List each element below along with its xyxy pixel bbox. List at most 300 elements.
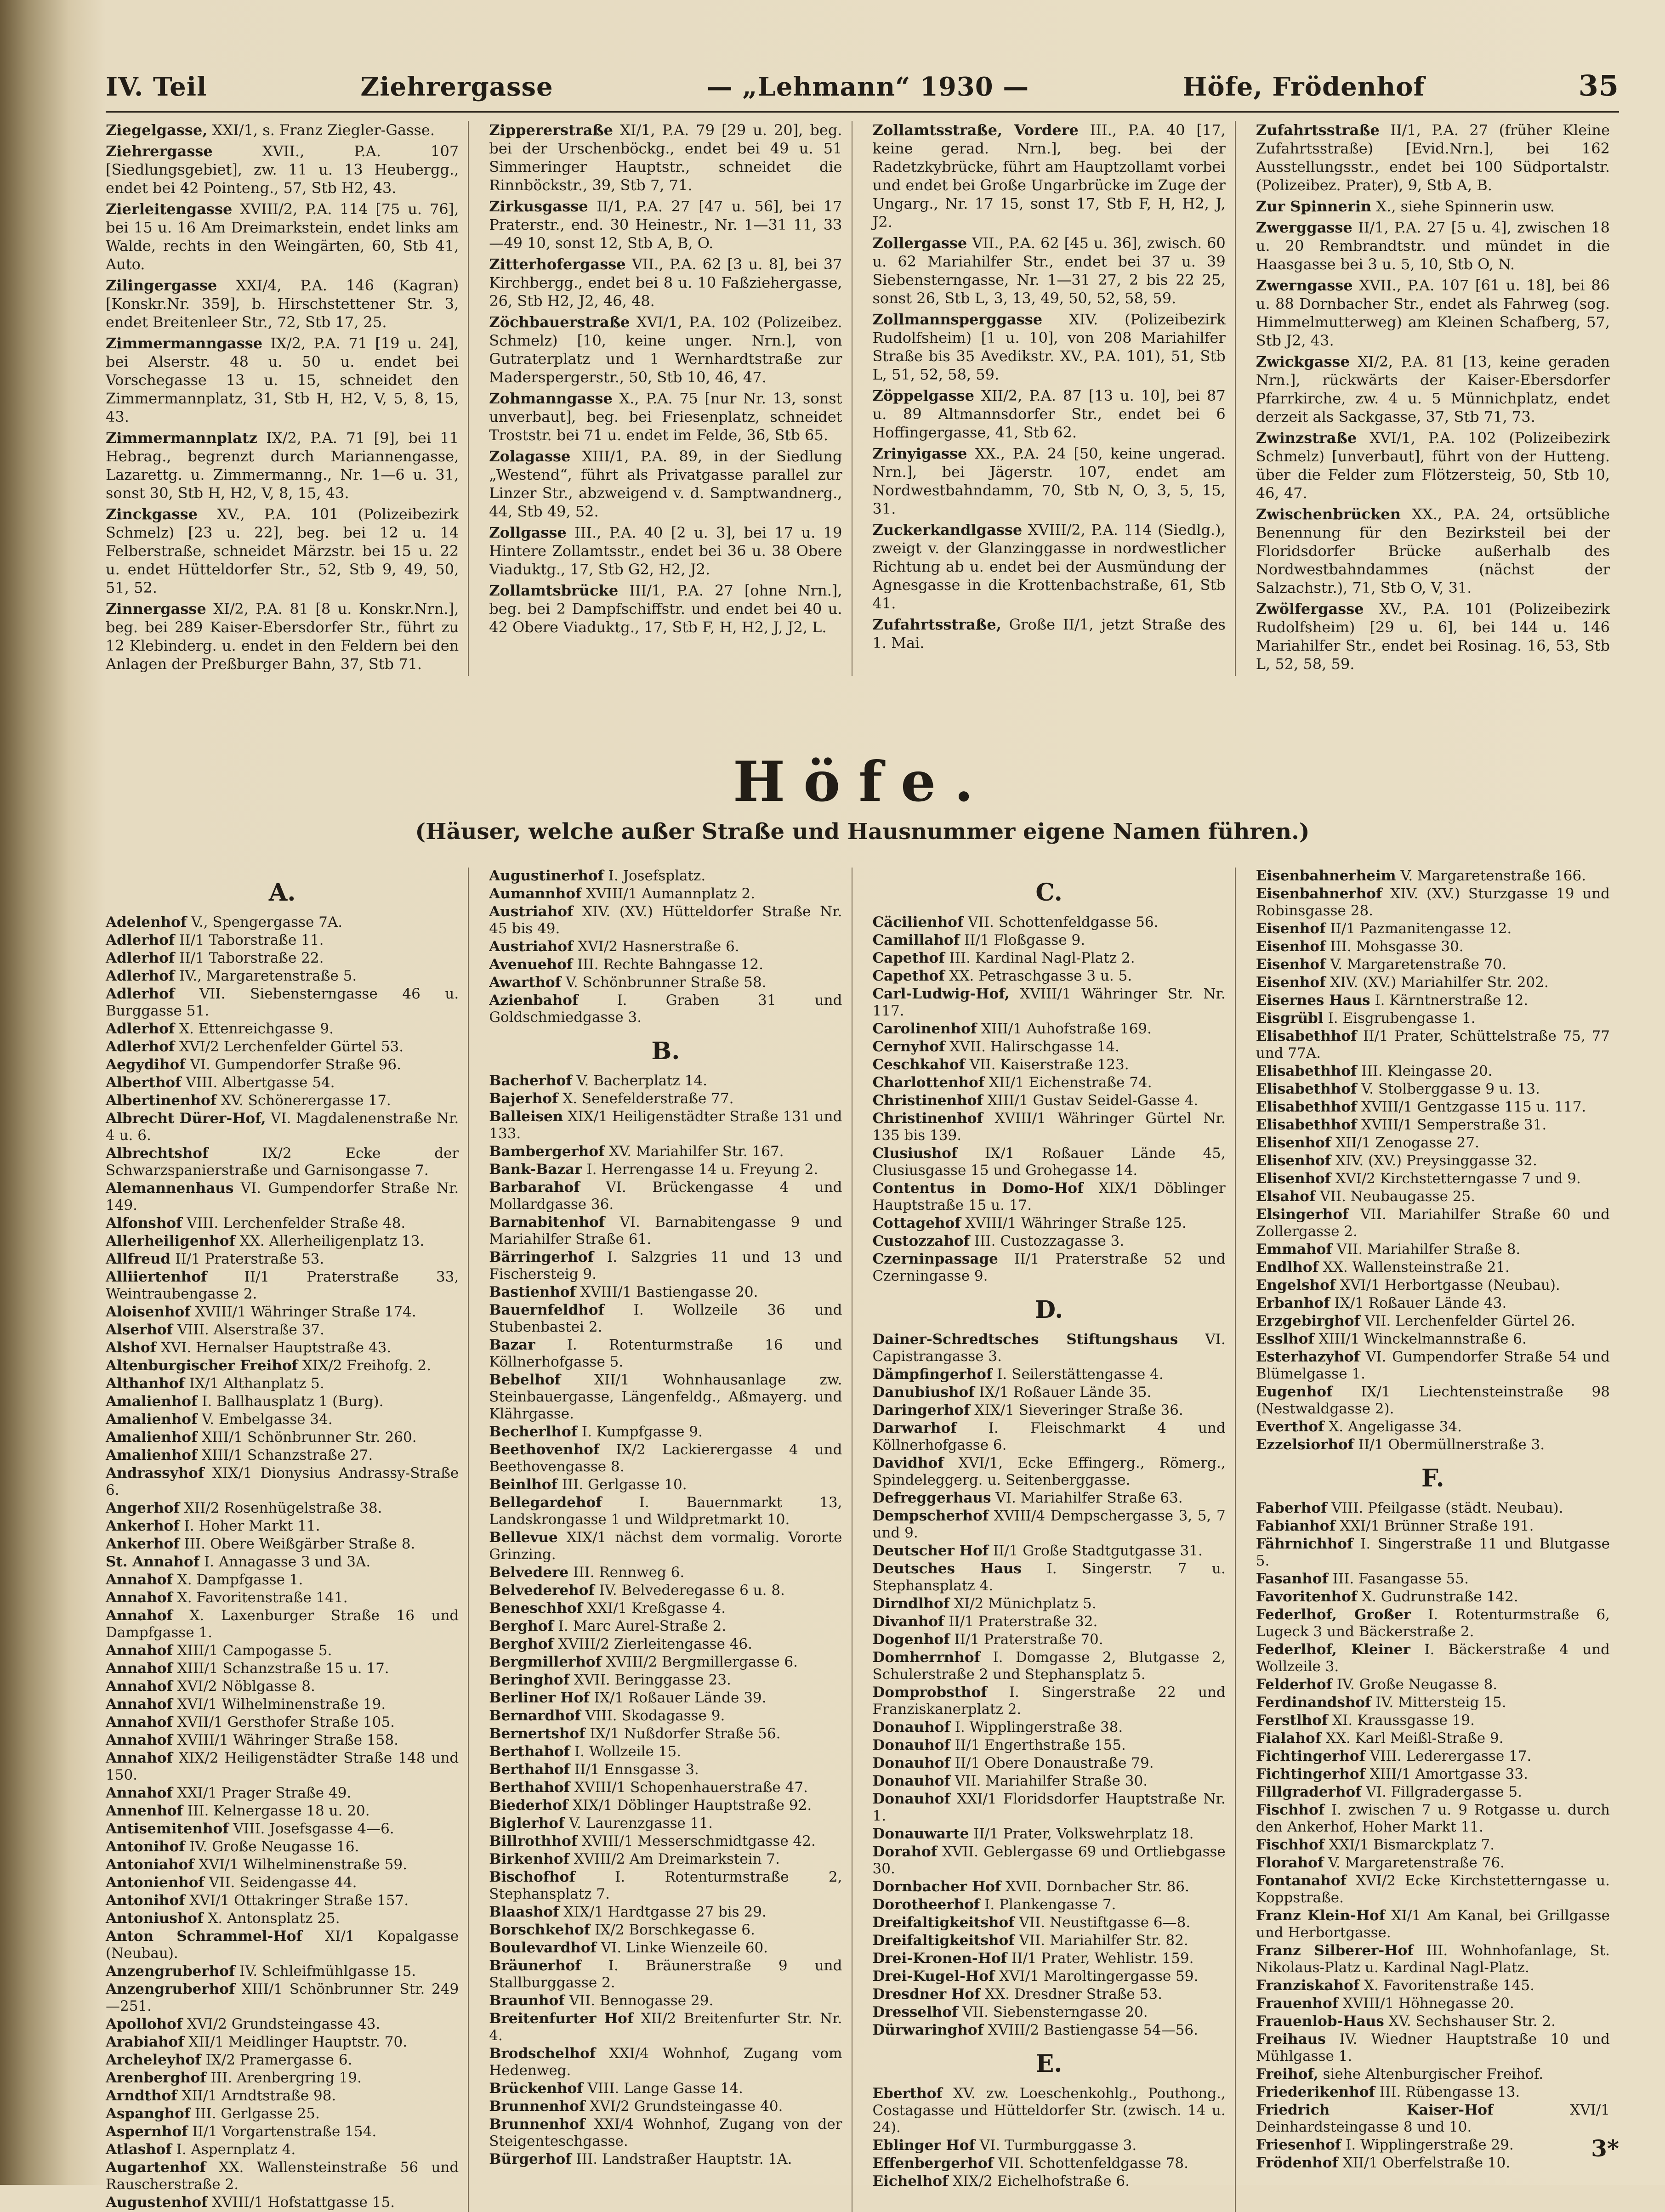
hof-entry — [873, 1543, 1226, 1560]
entry-text: XI/1 Kopalgasse (Neubau). — [106, 1928, 459, 1962]
entry-text: XVII. Dornbacher Str. 86. — [1006, 1878, 1189, 1895]
hof-entry — [873, 2085, 1226, 2136]
entry-name: Friesenhof — [1256, 2137, 1341, 2153]
hof-entry — [106, 1215, 459, 1232]
entry-text: I. Wollzeile 15. — [574, 1743, 682, 1760]
letter-heading: B. — [651, 1037, 680, 1065]
hof-entry — [1256, 1063, 1610, 1080]
entry-text: II/1 Obere Donaustraße 79. — [955, 1755, 1154, 1771]
entry-text: II/1, P.A. 27 (früher Kleine Zufahrtsstraße) [Evid.Nrn.], bei 162 Ausstellungsstr., endet bei 100 Südportalstr. (Polizeibez. Prater), 9, Stb A, B. — [1256, 121, 1610, 194]
entry-name: Angerhof — [106, 1500, 180, 1516]
hof-entry — [1256, 1241, 1610, 1258]
entry-name: Elisabethhof — [1256, 1063, 1357, 1079]
entry-name: Alserhof — [106, 1322, 173, 1338]
hof-entry — [873, 1074, 1226, 1091]
hof-entry — [489, 1761, 842, 1778]
entry-name: Albrechtshof — [106, 1145, 209, 1162]
street-entry — [489, 389, 842, 444]
entry-name: Austriahof — [489, 938, 574, 955]
entry-name: Annahof — [106, 1696, 173, 1713]
entry-text: XX. Wallensteinstraße 56 und Rauscherstraße 2. — [106, 2159, 459, 2193]
entry-name: Zrinyigasse — [872, 445, 967, 462]
entry-text: III. Gerlgasse 25. — [194, 2105, 320, 2122]
entry-text: XX. Karl Meißl-Straße 9. — [1325, 1730, 1504, 1747]
entry-text: XVI/2 Kirchstetterngasse 7 und 9. — [1335, 1170, 1581, 1187]
hof-entry — [1256, 868, 1610, 885]
hof-entry — [106, 1874, 459, 1891]
entry-text: XVI/2 Lerchenfelder Gürtel 53. — [179, 1038, 404, 1055]
entry-name: Donauhof — [872, 1755, 950, 1771]
entry-text: XVIII/1 Währinger Straße 158. — [177, 1732, 398, 1748]
entry-name: Adlerhof — [106, 950, 175, 966]
entry-text: III/1, P.A. 27 [ohne Nrn.], beg. bei 2 Dampfschiffstr. und endet bei 40 u. 42 Obere Viaduktg., 17, Stb F, H, H2, J, J2, L. — [489, 582, 842, 636]
entry-name: Fischhof — [1256, 1837, 1324, 1853]
entry-text: XIII/1 Schönbrunner Str. 260. — [202, 1429, 417, 1446]
hof-entry — [873, 914, 1226, 931]
hof-entry — [106, 1411, 459, 1428]
entry-text: XIX/2 Heiligenstädter Straße 148 und 150. — [106, 1750, 459, 1783]
entry-text: XIX/1 Döblinger Hauptstraße 15 u. 17. — [872, 1180, 1226, 1214]
hof-entry — [1256, 1855, 1610, 1872]
street-entry — [1256, 352, 1610, 426]
hof-entry — [873, 950, 1226, 967]
letter-heading: C. — [1035, 879, 1063, 907]
entry-text: VI. Capistrangasse 3. — [872, 1331, 1226, 1365]
entry-text: I. Salzgries 11 und 13 und Fischersteig 9. — [489, 1249, 842, 1282]
entry-text: X. Favoritenstraße 141. — [177, 1589, 348, 1606]
hof-entry — [106, 1500, 459, 1517]
street-entry — [1256, 121, 1610, 194]
entry-text: I. Eisgrubengasse 1. — [1328, 1010, 1476, 1027]
entry-name: Amalienhof — [106, 1411, 198, 1428]
entry-name: Ankerhof — [106, 1518, 180, 1534]
entry-text: XVIII/1 Bastiengasse 20. — [580, 1284, 758, 1300]
entry-text: IV. Große Neugasse 8. — [1336, 1676, 1498, 1693]
entry-name: Birkenhof — [489, 1851, 569, 1867]
entry-text: I. Graben 31 und Goldschmiedgasse 3. — [489, 992, 842, 1026]
entry-name: Berliner Hof — [489, 1690, 590, 1706]
hof-entry — [106, 2159, 459, 2193]
entry-name: Albrecht Dürer-Hof, — [106, 1110, 266, 1127]
entry-name: Bauernfeldhof — [489, 1302, 604, 1318]
hof-entry — [106, 1233, 459, 1250]
entry-name: Bazar — [489, 1337, 535, 1353]
hof-entry — [489, 1743, 842, 1760]
hof-entry — [1256, 1500, 1610, 1517]
hof-entry — [1256, 1188, 1610, 1205]
hof-entry — [1256, 1748, 1610, 1765]
hof-entry — [873, 2022, 1226, 2039]
entry-name: Elsingerhof — [1256, 1206, 1349, 1223]
entry-name: Bernardhof — [489, 1707, 581, 1724]
entry-text: XII/1 Meidlinger Hauptstr. 70. — [188, 2034, 408, 2050]
hof-entry — [489, 1707, 842, 1724]
entry-text: VII. Mariahilfer Straße 30. — [955, 1773, 1148, 1789]
entry-text: VI. Mariahilfer Straße 63. — [995, 1490, 1183, 1506]
entry-name: Federlhof, Kleiner — [1256, 1641, 1410, 1658]
hof-entry — [106, 2070, 459, 2087]
hof-entry — [106, 1056, 459, 1073]
entry-name: Eisgrübl — [1256, 1010, 1324, 1027]
entry-text: II/1 Engerthstraße 155. — [955, 1737, 1126, 1753]
entry-text: XII/2 Rosenhügelstraße 38. — [184, 1500, 382, 1516]
entry-text: VII. Schottenfeldgasse 56. — [968, 914, 1159, 930]
hof-entry — [489, 992, 842, 1026]
hof-entry — [106, 1963, 459, 1980]
entry-name: Donauhof — [872, 1773, 950, 1789]
hof-entry — [489, 1992, 842, 2009]
entry-name: Albertinenhof — [106, 1092, 217, 1109]
entry-text: I. Ballhausplatz 1 (Burg). — [202, 1393, 384, 1410]
hof-entry — [106, 1021, 459, 1038]
entry-name: Eisenhof — [1256, 956, 1326, 973]
entry-text: XX., P.A. 24, ortsübliche Benennung für den Bezirksteil bei der Floridsdorfer Brücke außerhalb des Nordwestbahndammes (nächst der Salzachstr.), 71, Stb O, V, 31. — [1256, 505, 1610, 596]
entry-name: Arenberghof — [106, 2070, 206, 2086]
hof-entry — [489, 1284, 842, 1301]
entry-text: XVIII/1 Höhnegasse 20. — [1342, 1995, 1514, 2012]
entry-name: Braunhof — [489, 1992, 565, 2009]
entry-name: Frauenhof — [1256, 1995, 1338, 2012]
entry-text: II/1 Taborstraße 11. — [179, 932, 324, 948]
hof-entry — [1256, 1152, 1610, 1169]
entry-name: St. Annahof — [106, 1554, 200, 1570]
entry-text: I. Wollzeile 36 und Stubenbastei 2. — [489, 1302, 842, 1335]
entry-name: Dainer-Schredtsches Stiftungshaus — [872, 1331, 1178, 1348]
entry-name: Borschkehof — [489, 1922, 591, 1938]
hof-entry — [873, 1180, 1226, 1214]
hof-entry — [1256, 1872, 1610, 1906]
hof-entry — [873, 986, 1226, 1020]
entry-text: X. Senefelderstraße 77. — [563, 1090, 734, 1107]
entry-text: III. Wohnhofanlage, St. Nikolaus-Platz u. Kardinal Nagl-Platz. — [1256, 1942, 1610, 1976]
hof-entry — [1256, 1977, 1610, 1994]
entry-text: II/1 Ennsgasse 3. — [574, 1761, 699, 1778]
entry-name: Clusiushof — [872, 1145, 958, 1162]
entry-name: Domprobsthof — [872, 1684, 987, 1701]
hof-entry — [489, 1654, 842, 1671]
hof-entry — [489, 1424, 842, 1441]
entry-name: Fischhof — [1256, 1802, 1324, 1818]
entry-text: XIII/1 Schönbrunner Str. 249—251. — [106, 1981, 459, 2014]
street-entry — [873, 310, 1226, 384]
entry-name: Elisenhof — [1256, 1152, 1331, 1169]
entry-text: II/1 Prater, Wehlistr. 159. — [1011, 1950, 1194, 1967]
entry-text: I. Singerstraße 11 und Blutgasse 5. — [1256, 1536, 1610, 1569]
hof-entry — [1256, 2155, 1610, 2172]
hof-entry — [489, 1214, 842, 1248]
entry-text: XVI/1, P.A. 102 (Polizeibez. Schmelz) [10, keine unger. Nrn.], von Gutraterplatz und 1 Wernhardtstraße zur Maderspergerstr., 50, Stb 10, 46, 47. — [489, 313, 842, 386]
entry-text: VII. Mariahilfer Straße 8. — [1336, 1241, 1521, 1258]
entry-text: V. Bacherplatz 14. — [576, 1072, 708, 1089]
hof-entry — [1256, 2031, 1610, 2065]
hof-entry — [106, 1714, 459, 1731]
hof-entry — [1256, 1277, 1610, 1294]
entry-text: II/1 Taborstraße 22. — [179, 950, 324, 966]
entry-name: Eberthof — [872, 2085, 943, 2102]
entry-name: Zirkusgasse — [489, 198, 588, 215]
hof-entry — [489, 1833, 842, 1850]
hof-entry — [489, 903, 842, 937]
entry-text: XVI/1 Wilhelminenstraße 19. — [177, 1696, 386, 1713]
entry-name: Defreggerhaus — [872, 1490, 991, 1506]
hof-entry — [489, 1779, 842, 1796]
entry-name: Avenuehof — [489, 956, 573, 973]
entry-name: Zollamtsstraße, Vordere — [872, 121, 1079, 139]
entry-text: XVIII/2, P.A. 114 [75 u. 76], bei 15 u. 16 Am Dreimarkstein, endet links am Walde, rechts in den Weingärten, 60, Stb 41, Auto. — [106, 200, 459, 273]
hof-entry — [873, 932, 1226, 949]
hof-entry — [1256, 1641, 1610, 1675]
hof-entry — [106, 1785, 459, 1802]
hof-entry — [106, 932, 459, 949]
entry-text: II/1 Floßgasse 9. — [964, 932, 1085, 948]
hof-entry — [106, 1447, 459, 1464]
entry-text: II/1 Obermüllnerstraße 3. — [1358, 1436, 1545, 1453]
entry-text: XVI/2 Hasnerstraße 6. — [578, 938, 739, 955]
entry-text: XXI/4 Wohnhof, Zugang von der Steigenteschgasse. — [489, 2116, 842, 2150]
hoefe-column — [106, 868, 469, 2212]
hof-entry — [873, 1878, 1226, 1895]
hof-entry — [1256, 1694, 1610, 1711]
hof-entry — [106, 2052, 459, 2069]
street-entry — [106, 334, 459, 426]
hof-entry — [106, 2194, 459, 2211]
entry-text: IV. Große Neugasse 16. — [189, 1838, 359, 1855]
entry-text: III. Obere Weißgärber Straße 8. — [184, 1536, 415, 1552]
street-entry — [489, 313, 842, 386]
entry-text: XIII/1 Campogasse 5. — [177, 1642, 332, 1659]
street-entry — [873, 521, 1226, 613]
entry-name: Effenbergerhof — [872, 2155, 994, 2172]
entry-name: Brodschelhof — [489, 2045, 596, 2062]
hof-entry — [489, 1249, 842, 1283]
entry-text: XXI/1 Brünner Straße 191. — [1340, 1518, 1534, 1534]
entry-text: IV. Schleifmühlgasse 15. — [239, 1963, 416, 1979]
street-entry — [873, 386, 1226, 442]
page-header — [106, 69, 1619, 113]
street-entry — [873, 121, 1226, 231]
entry-name: Anton Schrammel-Hof — [106, 1928, 302, 1945]
hof-entry — [106, 1821, 459, 1838]
hof-entry — [1256, 1676, 1610, 1693]
entry-name: Bergmillerhof — [489, 1654, 602, 1670]
entry-text: XIV. (XV.) Sturzgasse 19 und Robinsgasse 28. — [1256, 885, 1610, 919]
hof-entry — [873, 1145, 1226, 1179]
hof-entry — [1256, 1588, 1610, 1605]
entry-text: XI/2, P.A. 81 [13, keine geraden Nrn.], rückwärts der Kaiser-Ebersdorfer Pfarrkirche, zw. 4 u. 5 Münnichplatz, endet derzeit als Sackgasse, 37, Stb 71, 73. — [1256, 353, 1610, 425]
hof-entry — [873, 1986, 1226, 2003]
entry-text: VI. Linke Wienzeile 60. — [601, 1940, 768, 1956]
entry-text: XIX/1 Sieveringer Straße 36. — [974, 1402, 1183, 1418]
entry-name: Custozzahof — [872, 1233, 970, 1249]
entry-text: XVI. Hernalser Hauptstraße 43. — [160, 1339, 392, 1356]
entry-name: Elisenhof — [1256, 1170, 1331, 1187]
entry-text: XVIII/2 Bastiengasse 54—56. — [988, 2022, 1198, 2038]
entry-text: I. Kärntnerstraße 12. — [1375, 992, 1529, 1009]
entry-name: Charlottenhof — [872, 1074, 985, 1091]
entry-name: Dogenhof — [872, 1631, 950, 1648]
hof-entry — [106, 1269, 459, 1303]
entry-name: Altenburgischer Freihof — [106, 1357, 298, 1374]
hof-entry — [1256, 1606, 1610, 1640]
hof-entry — [873, 1684, 1226, 1718]
entry-text: I. Rotenturmstraße 2, Stephansplatz 7. — [489, 1869, 842, 1902]
streets-column — [873, 121, 1236, 676]
entry-name: Antisemitenhof — [106, 1821, 229, 1837]
entry-text: XX. Wallensteinstraße 21. — [1323, 1259, 1510, 1276]
entry-text: VIII. Skodagasse 9. — [585, 1707, 725, 1724]
entry-text: XIV. (XV.) Mariahilfer Str. 202. — [1330, 974, 1549, 991]
entry-name: Fichtingerhof — [1256, 1766, 1365, 1782]
hof-entry — [1256, 1907, 1610, 1941]
entry-text: III. Rechte Bahngasse 12. — [577, 956, 763, 973]
street-entry — [106, 276, 459, 331]
letter-heading: F. — [1421, 1464, 1444, 1492]
street-entry — [106, 142, 459, 197]
entry-text: I. Bräunerstraße 9 und Stallburggasse 2. — [489, 1957, 842, 1991]
hof-entry — [873, 1649, 1226, 1683]
street-entry — [1256, 505, 1610, 597]
entry-name: Adlerhof — [106, 986, 175, 1002]
hof-entry — [1256, 992, 1610, 1009]
entry-text: XII/2, P.A. 87 [13 u. 10], bei 87 u. 89 Altmannsdorfer Str., endet bei 6 Hoffingergasse, 41, Stb 62. — [872, 387, 1226, 441]
entry-name: Czerninpassage — [872, 1251, 998, 1267]
hof-entry — [106, 1092, 459, 1109]
entry-text: IV. Mittersteig 15. — [1375, 1694, 1506, 1711]
entry-text: I. Hoher Markt 11. — [184, 1518, 320, 1534]
entry-name: Belvederehof — [489, 1582, 595, 1599]
hof-entry — [873, 1402, 1226, 1419]
hoefe-column — [873, 868, 1236, 2212]
hof-entry — [106, 1803, 459, 1820]
entry-text: VII. Bennogasse 29. — [569, 1992, 714, 2009]
street-entry — [106, 429, 459, 502]
entry-name: Fillgraderhof — [1256, 1784, 1362, 1800]
entry-text: XVII. Beringgasse 23. — [574, 1672, 731, 1688]
entry-text: I. Bauernmarkt 13, Landskrongasse 1 und Wildpretmarkt 10. — [489, 1494, 842, 1528]
entry-text: VI. Gumpendorfer Straße 54 und Blümelgasse 1. — [1256, 1349, 1610, 1382]
entry-name: Deutsches Haus — [872, 1560, 1022, 1577]
hof-entry — [1256, 1518, 1610, 1535]
entry-name: Elisabethhof — [1256, 1028, 1357, 1044]
entry-name: Barbarahof — [489, 1179, 580, 1196]
hof-entry — [489, 1372, 842, 1423]
entry-name: Frödenhof — [1256, 2155, 1338, 2171]
street-entry — [1256, 600, 1610, 673]
entry-text: XVIII/1 Währinger Str. Nr. 117. — [872, 986, 1226, 1019]
entry-name: Augustenhof — [106, 2194, 208, 2211]
entry-name: Zwischenbrücken — [1256, 505, 1401, 523]
hof-entry — [873, 1896, 1226, 1913]
entry-name: Capethof — [872, 968, 945, 984]
entry-name: Zollgasse — [489, 524, 567, 541]
hof-entry — [106, 2034, 459, 2051]
hof-entry — [873, 1843, 1226, 1877]
entry-name: Zwickgasse — [1256, 353, 1350, 370]
hof-entry — [489, 1529, 842, 1563]
entry-text: VI. Brückengasse 4 und Mollardgasse 36. — [489, 1179, 842, 1213]
entry-name: Brunnenhof — [489, 2116, 585, 2133]
entry-text: V. Embelgasse 34. — [202, 1411, 333, 1428]
entry-text: XX. Allerheiligenplatz 13. — [239, 1233, 425, 1249]
entry-text: XVIII/1 Währinger Straße 174. — [195, 1304, 416, 1320]
entry-text: III. Kelnergasse 18 u. 20. — [187, 1803, 370, 1819]
entry-name: Amalienhof — [106, 1393, 198, 1410]
entry-text: I. Wipplingerstraße 38. — [955, 1719, 1123, 1736]
entry-text: VIII. Pfeilgasse (städt. Neubau). — [1331, 1500, 1563, 1516]
hof-entry — [489, 1797, 842, 1814]
hof-entry — [873, 1366, 1226, 1383]
entry-name: Favoritenhof — [1256, 1588, 1358, 1605]
entry-text: XVIII/1 Währinger Straße 125. — [965, 1215, 1187, 1231]
entry-name: Capethof — [872, 950, 945, 966]
entry-name: Friedrich Kaiser-Hof — [1256, 2102, 1494, 2118]
entry-text: I. Kumpfgasse 9. — [581, 1424, 703, 1440]
entry-text: XI/2, P.A. 81 [8 u. Konskr.Nrn.], beg. bei 289 Kaiser-Ebersdorfer Str., führt zu 12 Klebinderg. u. endet in den Feldern bei den Anlagen der Preßburger Bahn, 37, Stb 71. — [106, 600, 459, 673]
entry-name: Barnabitenhof — [489, 1214, 605, 1231]
entry-text: VIII. Albertgasse 54. — [186, 1074, 335, 1091]
entry-text: VII. Mariahilfer Str. 82. — [1019, 1932, 1188, 1949]
entry-name: Antoniahof — [106, 1856, 194, 1873]
hof-entry — [489, 1957, 842, 1991]
entry-name: Zippererstraße — [489, 121, 614, 139]
entry-name: Zufahrtsstraße, — [872, 616, 1001, 633]
entry-name: Andrassyhof — [106, 1465, 205, 1481]
entry-name: Zinnergasse — [106, 600, 206, 618]
entry-text: II/1, P.A. 27 [5 u. 4], zwischen 18 u. 20 Rembrandtstr. und mündet in die Haasgasse bei 3 u. 5, 10, Stb O, N. — [1256, 219, 1610, 273]
signature-mark: 3* — [1591, 2135, 1619, 2162]
entry-text: I. Bäckerstraße 4 und Wollzeile 3. — [1256, 1641, 1610, 1675]
hof-entry — [873, 1560, 1226, 1594]
entry-text: XIII/1 Auhofstraße 169. — [981, 1021, 1152, 1037]
hof-entry — [873, 1233, 1226, 1250]
hof-entry — [873, 1384, 1226, 1401]
entry-text: X. Dampfgasse 1. — [177, 1571, 303, 1588]
entry-text: X., siehe Spinnerin usw. — [1376, 198, 1555, 215]
entry-name: Donauwarte — [872, 1826, 969, 1842]
entry-text: VII. Siebensterngasse 20. — [962, 2004, 1148, 2020]
hof-entry — [489, 1940, 842, 1957]
entry-name: Adlerhof — [106, 932, 175, 948]
hof-entry — [106, 1429, 459, 1446]
entry-text: XIII/1 Schanzstraße 27. — [202, 1447, 373, 1463]
entry-name: Berghof — [489, 1618, 554, 1634]
entry-text: II/1 Prater, Schüttelstraße 75, 77 und 77A. — [1256, 1028, 1610, 1061]
entry-text: IX/1 Roßauer Lände 39. — [594, 1690, 767, 1706]
entry-name: Bajerhof — [489, 1090, 558, 1107]
entry-name: Adlerhof — [106, 1021, 175, 1037]
entry-text: XIV. (XV.) Preysinggasse 32. — [1335, 1152, 1537, 1169]
entry-text: V. Laurenzgasse 11. — [569, 1815, 713, 1832]
entry-text: XV. Schönerergasse 17. — [221, 1092, 391, 1109]
streets-column — [489, 121, 852, 676]
entry-text: I. Seilerstättengasse 4. — [997, 1366, 1164, 1383]
entry-text: XII/1 Oberfelstraße 10. — [1342, 2155, 1511, 2171]
entry-name: Fabianhof — [1256, 1518, 1335, 1534]
entry-name: Daringerhof — [872, 1402, 970, 1418]
hof-entry — [106, 1110, 459, 1144]
hof-entry — [1256, 1313, 1610, 1330]
entry-text: XVIII/1 Hofstattgasse 15. — [212, 2194, 395, 2211]
entry-text: XIX/1 nächst dem vormalig. Vororte Grinzing. — [489, 1529, 842, 1563]
hof-entry — [106, 1856, 459, 1873]
hof-entry — [106, 1465, 459, 1499]
entry-text: III., P.A. 40 [17, keine gerad. Nrn.], beg. bei der Radetzkybrücke, führt am Hauptzollamt vorbei und endet bei Große Ungarbrücke im Zuge der Ungarg., Nr. 17 15, sonst 17, Stb F, H, H2, J, J2. — [872, 121, 1226, 231]
section-title: Höfe. — [733, 749, 992, 814]
hof-entry — [489, 1869, 842, 1903]
entry-name: Antonihof — [106, 1838, 185, 1855]
hof-entry — [106, 1339, 459, 1356]
entry-name: Zöchbauerstraße — [489, 313, 630, 331]
